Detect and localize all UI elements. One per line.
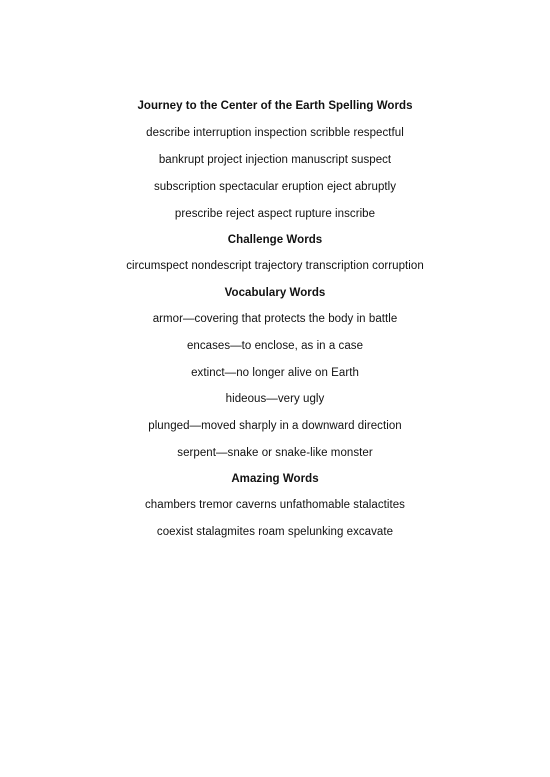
spelling-words-line-4: prescribe reject aspect rupture inscribe (174, 208, 376, 220)
spelling-words-line-2: bankrupt project injection manuscript suspect (158, 154, 392, 166)
amazing-words-heading: Amazing Words (231, 473, 319, 485)
vocabulary-words-heading: Vocabulary Words (224, 287, 326, 299)
vocabulary-item-extinct: extinct—no longer alive on Earth (191, 367, 359, 379)
challenge-words-heading: Challenge Words (227, 234, 323, 246)
vocabulary-item-armor: armor—covering that protects the body in battle (152, 313, 398, 325)
amazing-words-line-1: chambers tremor caverns unfathomable stalactites (145, 499, 405, 511)
vocabulary-item-plunged: plunged—moved sharply in a downward direction (148, 420, 402, 432)
vocabulary-item-hideous: hideous—very ugly (225, 393, 325, 405)
document-title: Journey to the Center of the Earth Spelling Words (137, 100, 413, 112)
vocabulary-item-serpent: serpent—snake or snake-like monster (177, 447, 373, 459)
vocabulary-item-encases: encases—to enclose, as in a case (186, 340, 364, 352)
spelling-words-line-1: describe interruption inspection scribble respectful (146, 127, 404, 139)
challenge-words-line: circumspect nondescript trajectory transcription corruption (126, 260, 424, 272)
spelling-words-line-3: subscription spectacular eruption eject abruptly (153, 181, 397, 193)
amazing-words-line-2: coexist stalagmites roam spelunking excavate (156, 526, 394, 538)
